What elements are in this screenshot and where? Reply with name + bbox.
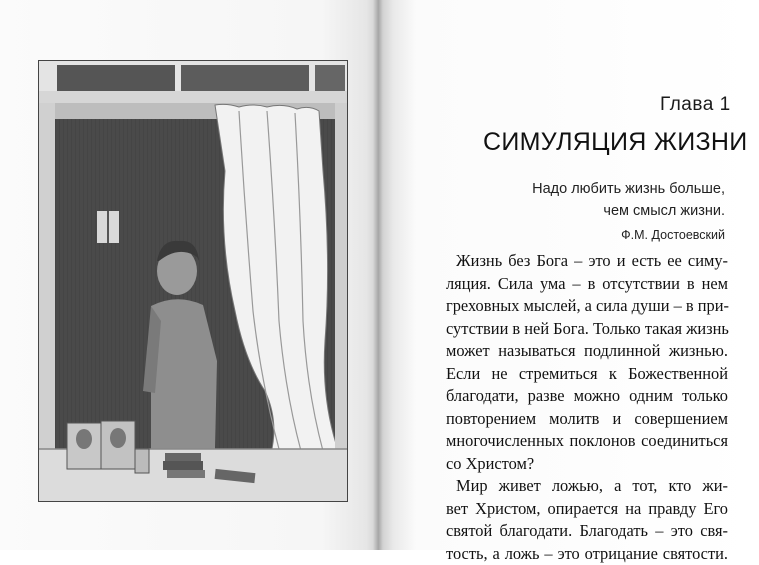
text-line: может называться подлинной жизнью. bbox=[446, 340, 728, 363]
epigraph-line: чем смысл жизни. bbox=[465, 200, 725, 222]
epigraph-author: Ф.М. Достоевский bbox=[465, 226, 725, 244]
text-line: вет Христом, опирается на правду Его bbox=[446, 498, 728, 521]
chapter-title: СИМУЛЯЦИЯ ЖИЗНИ bbox=[483, 128, 748, 157]
text-line: повторением молитв и совершением bbox=[446, 408, 728, 431]
text-line: Если не стремиться к Божественной bbox=[446, 363, 728, 386]
text-line: многочисленных поклонов соединиться bbox=[446, 430, 728, 453]
epigraph-line: Надо любить жизнь больше, bbox=[465, 178, 725, 200]
text-line: Жизнь без Бога – это и есть ее симу- bbox=[446, 250, 728, 273]
illustration-boy-at-window bbox=[38, 60, 348, 502]
book-gutter bbox=[373, 0, 383, 550]
epigraph bbox=[465, 178, 725, 244]
text-line: святой благодати. Благодать – это свя- bbox=[446, 520, 728, 543]
left-page bbox=[0, 0, 378, 550]
text-line: со Христом? bbox=[446, 453, 728, 476]
text-line: Мир живет ложью, а тот, кто жи- bbox=[446, 475, 728, 498]
text-line: сутствии в ней Бога. Только такая жизнь bbox=[446, 318, 728, 341]
text-line: ляция. Сила ума – в отсутствии в нем bbox=[446, 273, 728, 296]
text-line: греховных мыслей, а сила души – в при- bbox=[446, 295, 728, 318]
illustration-drawing bbox=[39, 61, 348, 502]
text-line: благодати, разве можно одним только bbox=[446, 385, 728, 408]
chapter-number: Глава 1 bbox=[660, 94, 731, 116]
body-text bbox=[446, 250, 728, 565]
text-line: тость, а ложь – это отрицание святости. bbox=[446, 543, 728, 565]
